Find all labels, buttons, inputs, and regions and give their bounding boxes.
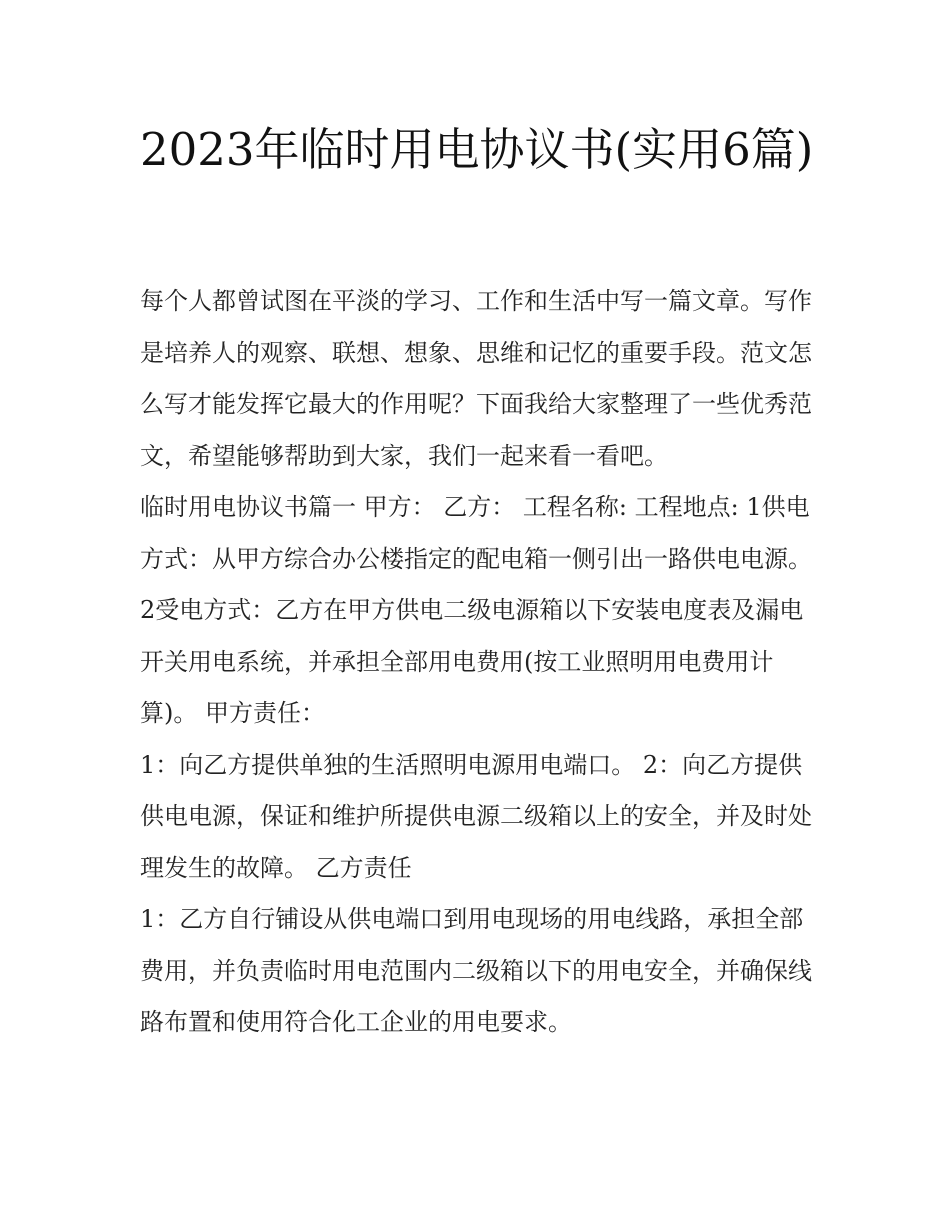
agreement-paragraph-party-b-duties: 1：乙方自行铺设从供电端口到用电现场的用电线路，承担全部费用，并负责临时用电范围内二级箱以下的用电安全，并确保线路布置和使用符合化工企业的用电要求。 (140, 905, 812, 1036)
document-title: 2023年临时用电协议书(实用6篇) (140, 123, 814, 176)
intro-paragraph: 每个人都曾试图在平淡的学习、工作和生活中写一篇文章。写作是培养人的观察、联想、想象、思维和记忆的重要手段。范文怎么写才能发挥它最大的作用呢？下面我给大家整理了一些优秀范文，希望能够帮助到大家，我们一起来看一看吧。 (140, 287, 812, 470)
agreement-paragraph-supply: 临时用电协议书篇一 甲方： 乙方： 工程名称: 工程地点: 1供电方式：从甲方综合办公楼指定的配电箱一侧引出一路供电电源。 (140, 493, 812, 573)
agreement-paragraph-party-a-duties: 1：向乙方提供单独的生活照明电源用电端口。 2：向乙方提供供电电源，保证和维护所提供电源二级箱以上的安全，并及时处理发生的故障。 乙方责任 (140, 750, 812, 882)
document-body (140, 276, 820, 1049)
agreement-paragraph-receiving: 2受电方式：乙方在甲方供电二级电源箱以下安装电度表及漏电开关用电系统，并承担全部用电费用(按工业照明用电费用计算)。 甲方责任： (140, 596, 804, 727)
